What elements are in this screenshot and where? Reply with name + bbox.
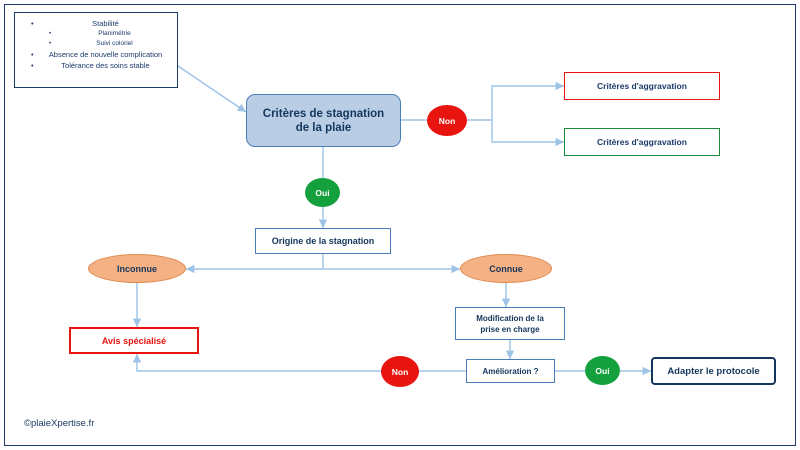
node-criteres-stagnation[interactable] (246, 94, 401, 147)
modification-line-1: Modification de la (476, 313, 544, 323)
criteria-item-tolerance-soins: • Tolérance des soins stable (31, 60, 173, 71)
badge-non-stagnation: Non (427, 105, 467, 136)
node-amelioration[interactable]: Amélioration ? (466, 359, 555, 383)
node-criteres-aggravation-green[interactable]: Critères d'aggravation (564, 128, 720, 156)
node-adapter-protocole[interactable]: Adapter le protocole (651, 357, 776, 385)
criteria-item-absence-complication: • Absence de nouvelle complication (31, 49, 173, 60)
stagnation-line-1: Critères de stagnation (262, 107, 385, 120)
criteria-subitem-suivi-coloriel: • Suivi coloriel (49, 39, 173, 49)
node-criteres-aggravation-red[interactable]: Critères d'aggravation (564, 72, 720, 100)
criteria-item-stabilite: • Stabilité (31, 18, 173, 29)
badge-non-amelioration: Non (381, 356, 419, 387)
credit-label: ©plaieXpertise.fr (24, 418, 95, 429)
node-origine-stagnation[interactable]: Origine de la stagnation (255, 228, 391, 254)
node-inconnue[interactable]: Inconnue (88, 254, 186, 283)
node-modification-prise-en-charge[interactable] (455, 307, 565, 340)
node-criteres-stagnation-label (263, 107, 384, 135)
criteria-box (14, 12, 178, 88)
stagnation-line-2: de la plaie (295, 121, 352, 134)
criteria-sublist (31, 29, 173, 49)
modification-line-2: prise en charge (480, 324, 540, 334)
node-connue[interactable]: Connue (460, 254, 552, 283)
node-avis-specialise[interactable]: Avis spécialisé (69, 327, 199, 354)
badge-oui-amelioration: Oui (585, 356, 620, 385)
node-modification-label (476, 313, 544, 335)
criteria-list (19, 18, 173, 71)
badge-oui-stagnation: Oui (305, 178, 340, 207)
criteria-subitem-planimetrie: • Planimétrie (49, 29, 173, 39)
